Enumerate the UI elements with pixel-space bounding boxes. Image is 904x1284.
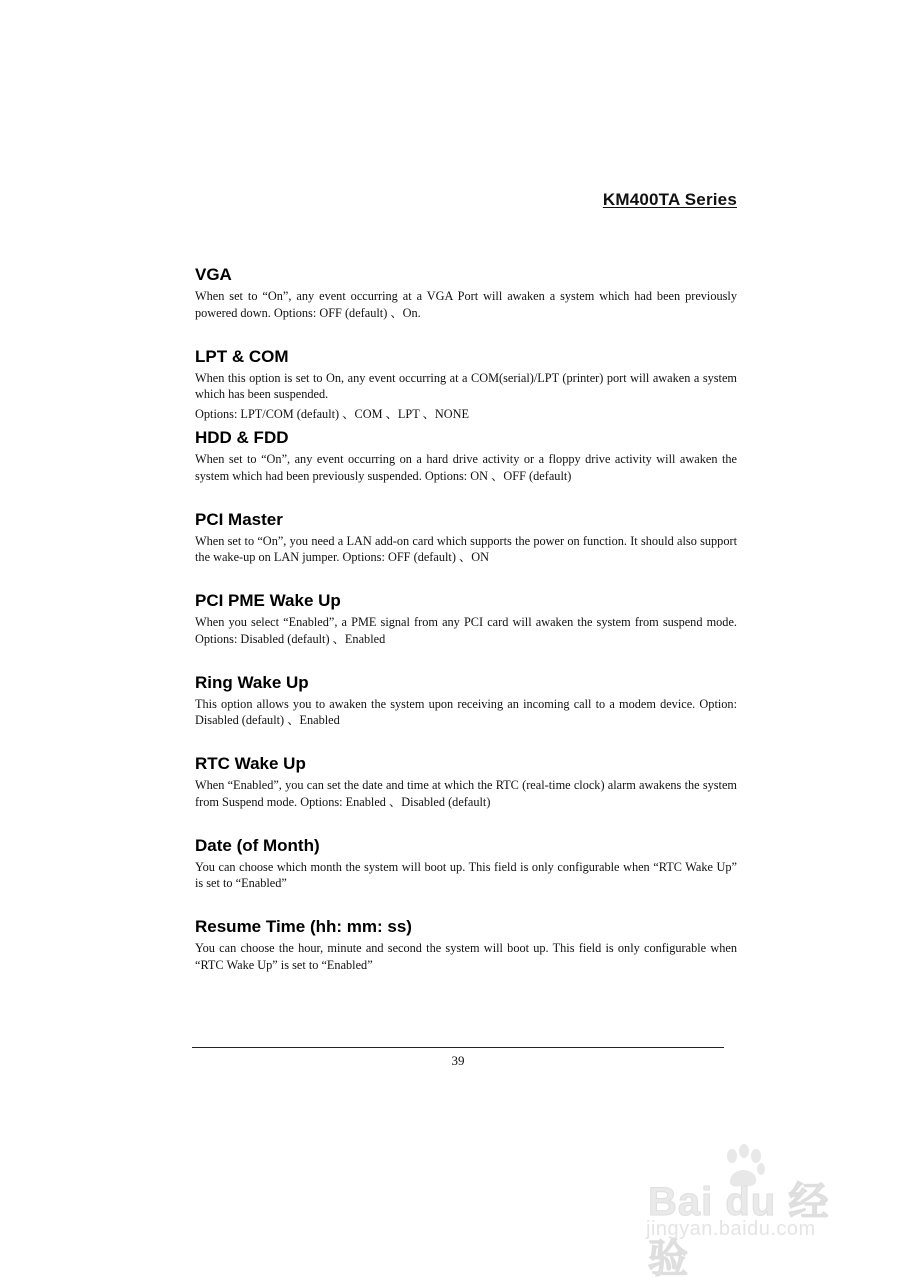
section-vga (195, 264, 737, 346)
section-title: PCI Master (195, 509, 283, 529)
section-hdd-fdd (195, 427, 737, 509)
section-lpt-com (195, 346, 737, 428)
section-description: When set to “On”, any event occurring on a hard drive activity or a floppy drive activity will awaken the system which had been previously suspended. Options: ON 、OFF (default) (195, 452, 737, 483)
section-description: When you select “Enabled”, a PME signal from any PCI card will awaken the system from suspend mode. Options: Disabled (default) 、Enabled (195, 615, 737, 646)
section-rtc-wake-up (195, 753, 737, 835)
section-title: RTC Wake Up (195, 754, 306, 773)
section-title: VGA (195, 265, 232, 284)
watermark-url: jingyan.baidu.com (646, 1218, 816, 1240)
document-series-title: KM400TA Series (602, 190, 737, 209)
baidu-watermark (640, 1140, 870, 1281)
section-pci-master (195, 509, 737, 591)
section-date-of-month (195, 835, 737, 917)
section-pci-pme-wake-up (195, 590, 737, 672)
section-description: When set to “On”, any event occurring at a VGA Port will awaken a system which had been previously powered down. Options: OFF (default) 、On. (195, 289, 737, 320)
section-resume-time (195, 916, 737, 998)
section-description: When set to “On”, you need a LAN add-on card which supports the power on function. It should also support the wake-up on LAN jumper. Options: OFF (default) 、ON (195, 533, 737, 564)
section-description: When this option is set to On, any event occurring at a COM(serial)/LPT (printer) port will awaken a system which has been suspended. (195, 370, 737, 401)
section-title: Ring Wake Up (195, 672, 309, 692)
section-description: When “Enabled”, you can set the date and time at which the RTC (real-time clock) alarm awakens the system from Suspend mode. Options: Enabled 、Disabled (default) (195, 778, 737, 809)
section-description: You can choose which month the system will boot up. This field is only configurable when “RTC Wake Up” is set to “Enabled” (195, 859, 737, 890)
page-number: 39 (451, 1053, 465, 1068)
section-title: PCI PME Wake Up (195, 591, 341, 610)
section-title: LPT & COM (195, 346, 289, 366)
document-body (195, 264, 737, 998)
watermark-brand: Bai du 经验 (648, 1180, 830, 1281)
section-title: Date (of Month) (195, 835, 320, 855)
section-description: You can choose the hour, minute and second the system will boot up. This field is only configurable when “RTC Wake Up” is set to “Enabled” (195, 941, 737, 972)
section-title: Resume Time (hh: mm: ss) (195, 917, 412, 936)
section-options: Options: LPT/COM (default) 、COM 、LPT 、NONE (195, 406, 470, 421)
section-description: This option allows you to awaken the system upon receiving an incoming call to a modem device. Option: Disabled (default) 、Enabled (195, 696, 737, 727)
section-title: HDD & FDD (195, 428, 289, 447)
footer-divider (192, 1047, 724, 1048)
section-ring-wake-up (195, 672, 737, 754)
